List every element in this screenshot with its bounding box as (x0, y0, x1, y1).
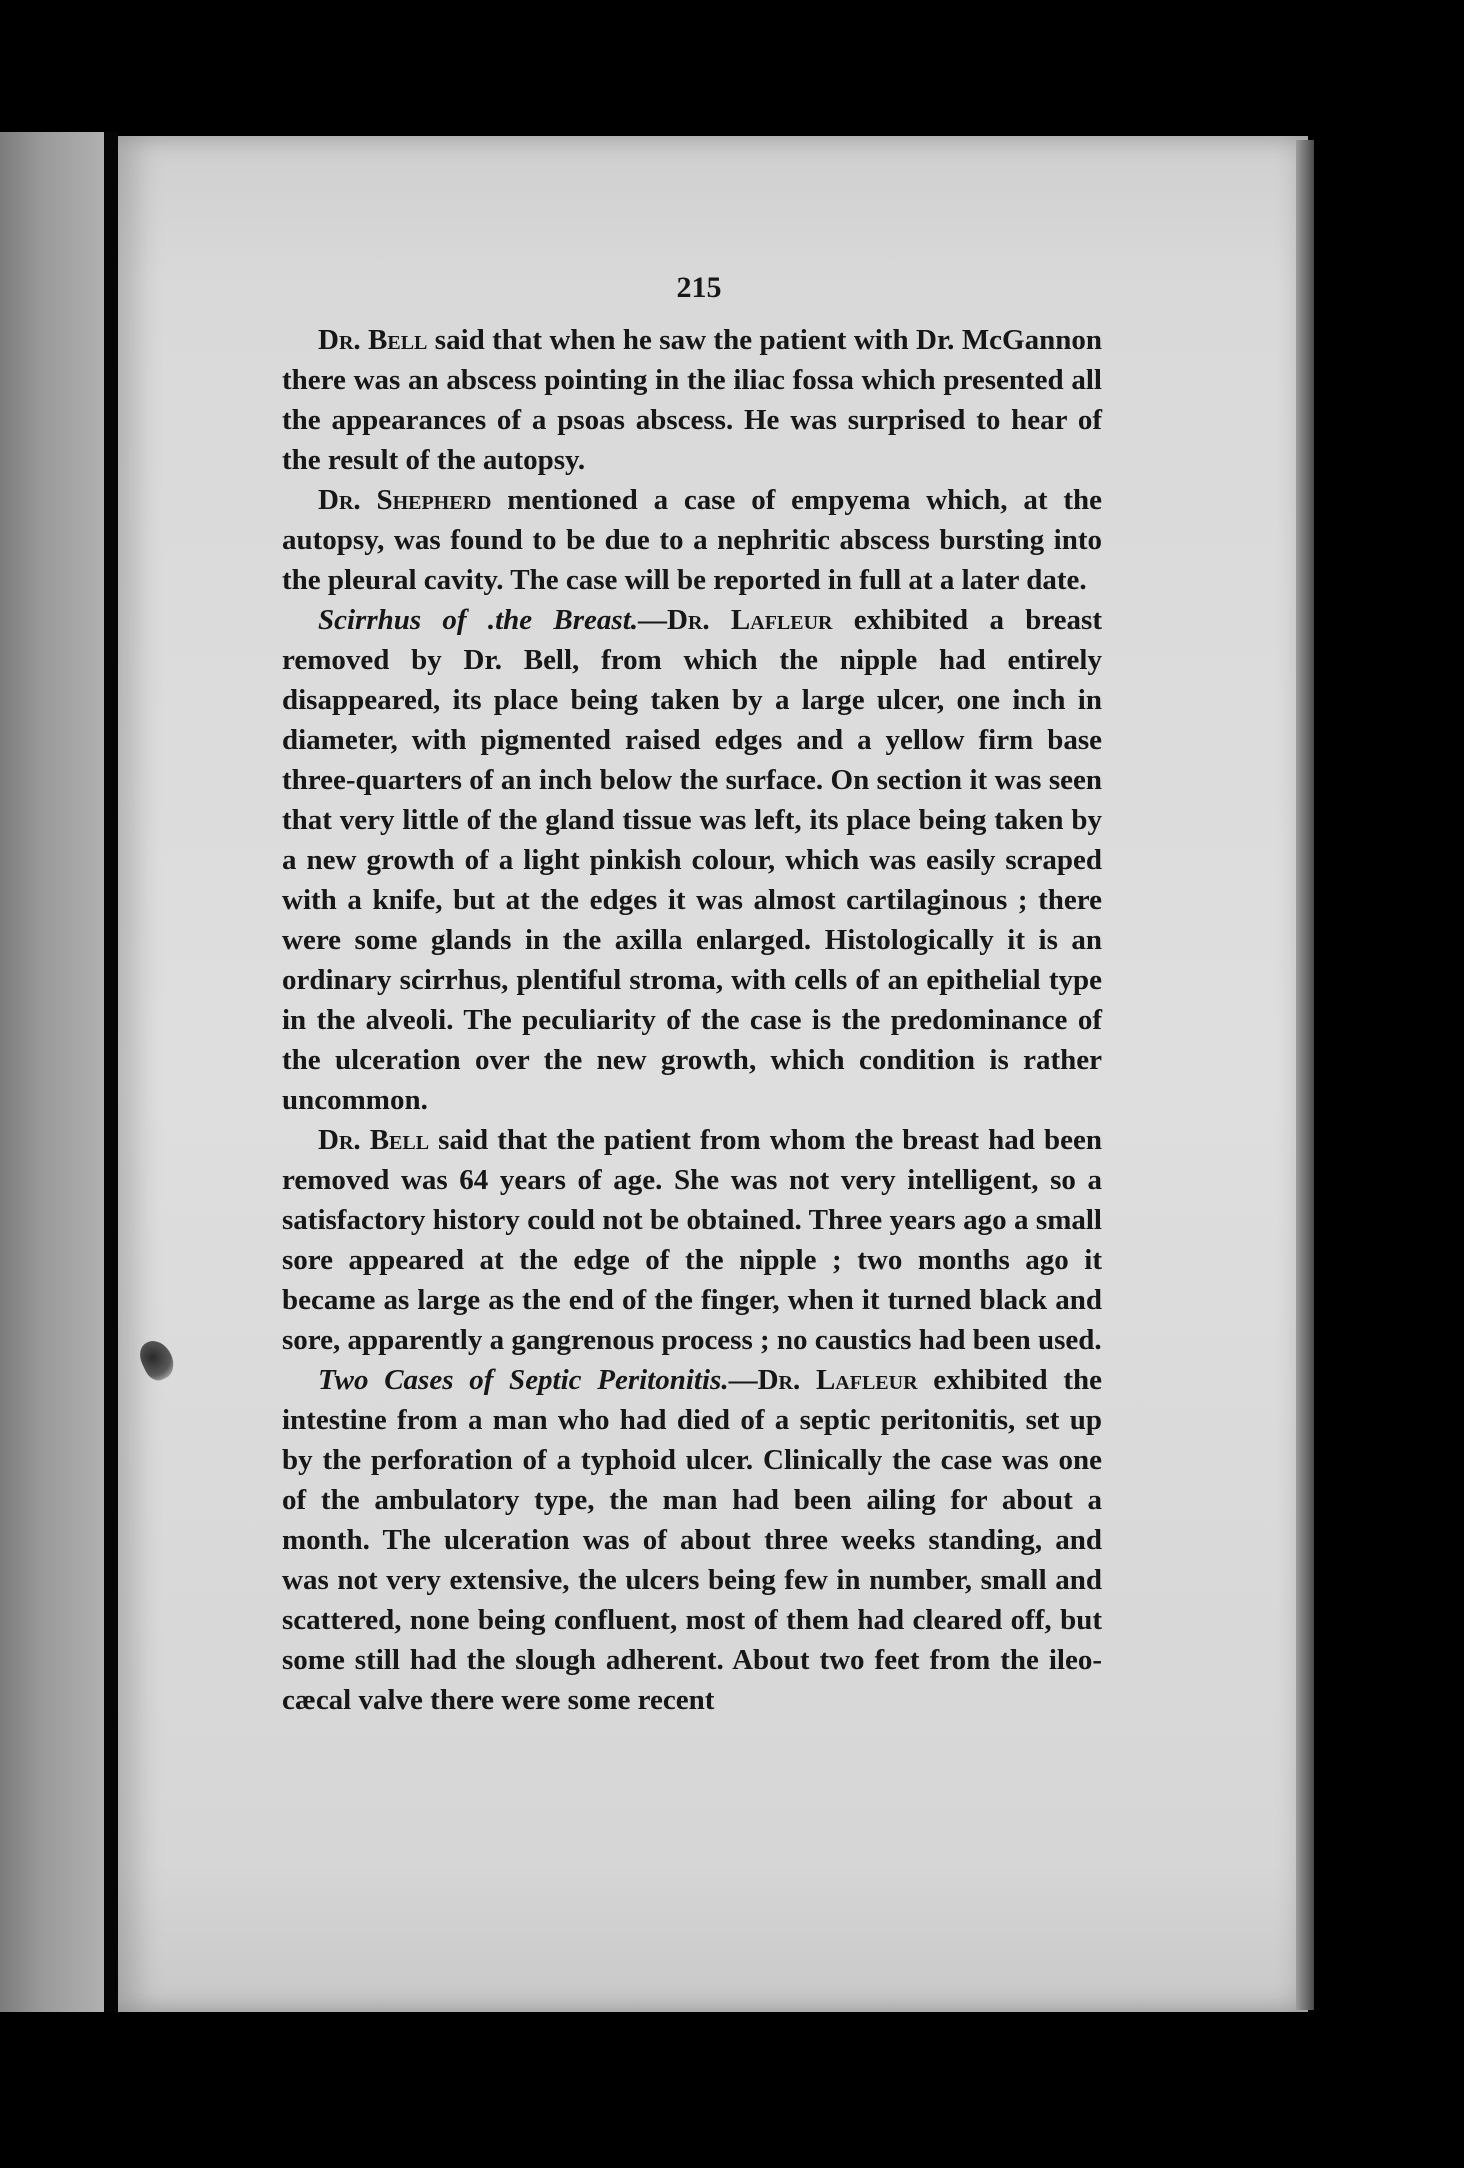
paragraph-text: said that when he saw the patient with Dr. McGannon there was an abscess pointing in the iliac fossa which presented all the appearances of a psoas abscess. He was surprised to hear of the result of the autopsy. (282, 324, 1102, 476)
title-dash: — (638, 604, 668, 636)
speaker-name: Dr. Bell (318, 1124, 430, 1156)
page-right-edge (1296, 140, 1314, 2010)
speaker-name: Dr. Lafleur (667, 604, 833, 636)
page-number: 215 (676, 271, 722, 304)
speaker-name: Dr. Lafleur (757, 1364, 918, 1396)
previous-page-edge (0, 132, 108, 2012)
paragraph-bell-history (282, 1120, 1102, 1360)
paragraph-shepherd-empyema (282, 480, 1102, 600)
paragraph-bell-psoas (282, 320, 1102, 480)
speaker-name: Dr. Bell (318, 324, 428, 356)
paragraph-text: mentioned a case of empyema which, at the autopsy, was found to be due to a nephritic abscess bursting into the pleural cavity. The case will be reported in full at a later date. (282, 484, 1102, 596)
paragraph-septic-peritonitis (282, 1360, 1102, 1720)
section-title: Scirrhus of .the Breast. (318, 604, 639, 636)
page-text (282, 268, 1102, 1720)
paragraph-text: exhibited a breast removed by Dr. Bell, from which the nipple had entirely disappeared, its place being taken by a large ulcer, one inch in diameter, with pigmented raised edges and a yellow firm base three-quarters of an inch below the surface. On section it was seen that very little of the gland tissue was left, its place being taken by a new growth of a light pinkish colour, which was easily scraped with a knife, but at the edges it was almost cartilaginous ; there were some glands in the axilla enlarged. Histologically it is an ordinary scirrhus, plentiful stroma, with cells of an epithelial type in the alveoli. The peculiarity of the case is the predominance of the ulceration over the new growth, which condition is rather uncommon. (282, 604, 1102, 1116)
section-title: Two Cases of Septic Peritonitis. (318, 1364, 729, 1396)
binding-gutter (104, 132, 118, 2012)
paragraph-scirrhus-breast (282, 600, 1102, 1120)
speaker-name: Dr. Shepherd (318, 484, 492, 516)
paragraph-text: said that the patient from whom the breast had been removed was 64 years of age. She was not very intelligent, so a satisfactory history could not be obtained. Three years ago a small sore appeared at the edge of the nipple ; two months ago it became as large as the end of the finger, when it turned black and sore, apparently a gangrenous process ; no caustics had been used. (282, 1124, 1102, 1356)
title-dash: — (728, 1364, 758, 1396)
paragraph-text: exhibited the intestine from a man who had died of a septic peritonitis, set up by the perforation of a typhoid ulcer. Clinically the case was one of the ambulatory type, the man had been ailing for about a month. The ulceration was of about three weeks standing, and was not very extensive, the ulcers being few in number, small and scattered, none being confluent, most of them had cleared off, but some still had the slough adherent. About two feet from the ileo-cæcal valve there were some recent (282, 1364, 1102, 1716)
